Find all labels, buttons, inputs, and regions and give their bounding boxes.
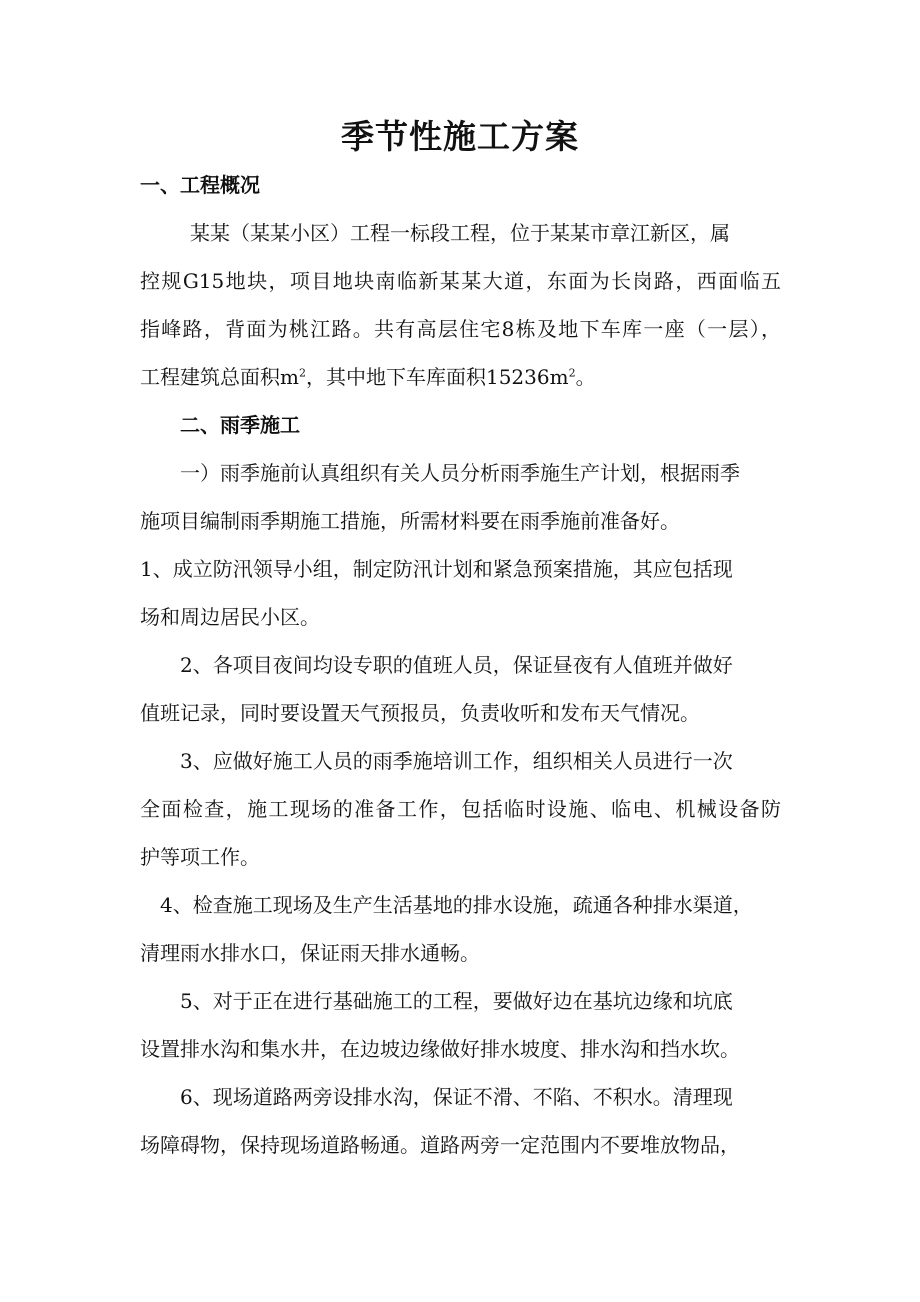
- overview-line-1: 某某（某某小区）工程一标段工程，位于某某市章江新区，属: [190, 221, 730, 245]
- section-heading-rainy-season: 二、雨季施工: [180, 413, 300, 437]
- paragraph-line: 2、各项目夜间均设专职的值班人员，保证昼夜有人值班并做好: [180, 653, 733, 677]
- paragraph-line: 设置排水沟和集水井，在边坡边缘做好排水坡度、排水沟和挡水坎。: [140, 1037, 740, 1061]
- paragraph-line: 6、现场道路两旁设排水沟，保证不滑、不陷、不积水。清理现: [180, 1085, 733, 1109]
- document-title: 季节性施工方案: [341, 117, 579, 156]
- paragraph-line: 3、应做好施工人员的雨季施培训工作，组织相关人员进行一次: [180, 749, 733, 773]
- paragraph-line: 4、检查施工现场及生产生活基地的排水设施，疏通各种排水渠道，: [160, 893, 753, 917]
- overview-line-3: 指峰路，背面为桃江路。共有高层住宅8栋及地下车库一座（一层），: [140, 317, 781, 341]
- section-heading-overview: 一、工程概况: [140, 173, 260, 197]
- overview-line-4-part1: 工程建筑总面积m: [140, 365, 299, 389]
- paragraph-line: 施项目编制雨季期施工措施，所需材料要在雨季施前准备好。: [140, 509, 680, 533]
- paragraph-line: 一）雨季施前认真组织有关人员分析雨季施生产计划，根据雨季: [180, 461, 740, 485]
- paragraph-line: 全面检查，施工现场的准备工作，包括临时设施、临电、机械设备防: [140, 797, 781, 821]
- overview-line-4-part2: ，其中地下车库面积15236m: [305, 365, 569, 389]
- paragraph-line: 场和周边居民小区。: [140, 605, 320, 629]
- overview-line-4-part3: 。: [575, 365, 596, 389]
- paragraph-line: 清理雨水排水口，保证雨天排水通畅。: [140, 941, 480, 965]
- overview-line-4: [140, 362, 596, 392]
- paragraph-line: 场障碍物，保持现场道路畅通。道路两旁一定范围内不要堆放物品，: [140, 1133, 740, 1157]
- paragraph-line: 护等项工作。: [140, 845, 260, 869]
- overview-line-2: 控规G15地块，项目地块南临新某某大道，东面为长岗路，西面临五: [140, 269, 781, 293]
- superscript-square-2: 2: [568, 366, 576, 380]
- paragraph-line: 1、成立防汛领导小组，制定防汛计划和紧急预案措施，其应包括现: [140, 557, 733, 581]
- superscript-square-1: 2: [298, 366, 306, 380]
- paragraph-line: 5、对于正在进行基础施工的工程，要做好边在基坑边缘和坑底: [180, 989, 733, 1013]
- paragraph-line: 值班记录，同时要设置天气预报员，负责收听和发布天气情况。: [140, 701, 700, 725]
